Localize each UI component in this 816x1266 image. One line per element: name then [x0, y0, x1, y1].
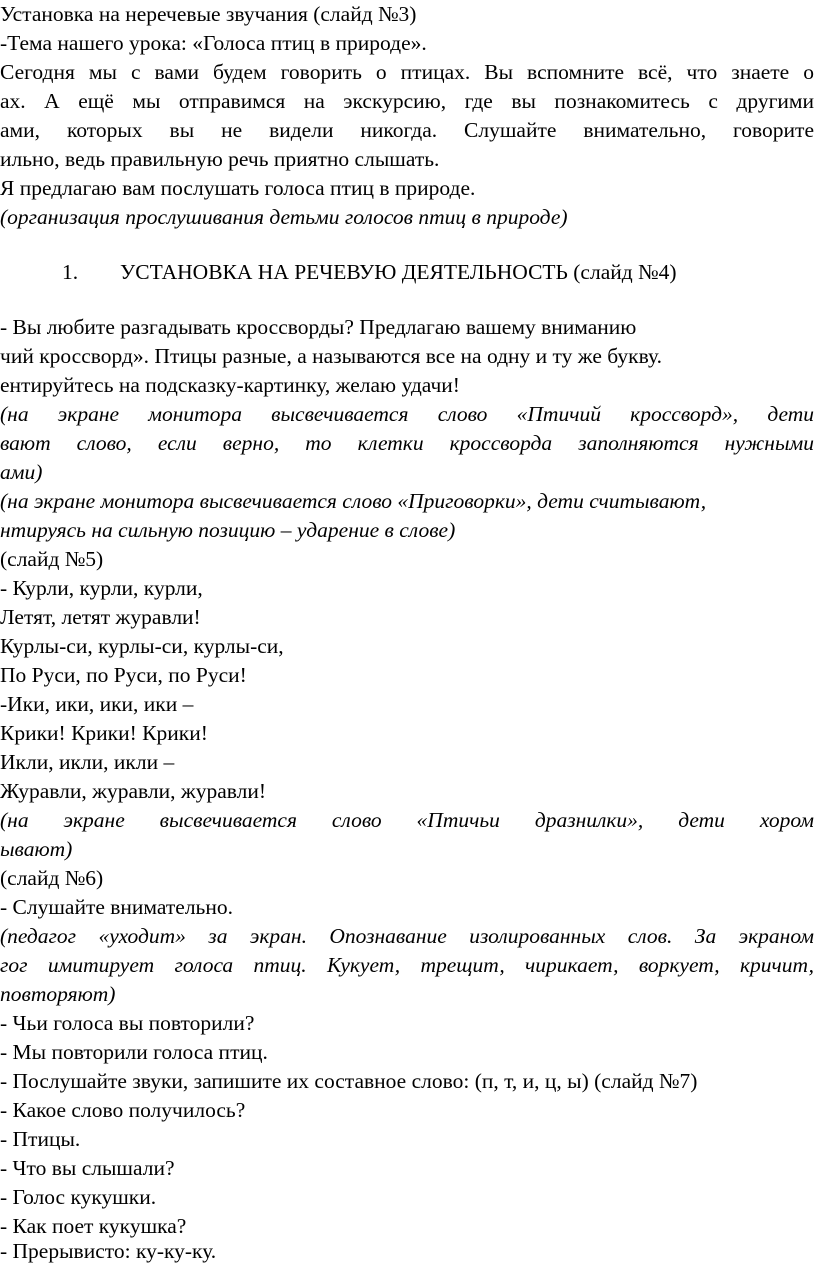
dialogue-line: - Мы повторили голоса птиц.: [0, 1040, 268, 1064]
text-line: - Вы любите разгадывать кроссворды? Предлагаю вашему вниманию: [0, 315, 637, 339]
slide-reference: (слайд №6): [0, 866, 104, 890]
slide-reference: (слайд №5): [0, 547, 104, 571]
dialogue-line: - Какое слово получилось?: [0, 1098, 246, 1122]
text-line: ами, которых вы не видели никогда. Слушайте внимательно, говорите: [0, 118, 814, 142]
dialogue-line: - Слушайте внимательно.: [0, 895, 233, 919]
stage-direction-line: гог имитирует голоса птиц. Кукует, трещит, чирикает, воркует, кричит,: [0, 953, 814, 977]
heading-text: УСТАНОВКА НА РЕЧЕВУЮ ДЕЯТЕЛЬНОСТЬ (слайд №4): [120, 260, 677, 284]
stage-direction-line: (педагог «уходит» за экран. Опознавание изолированных слов. За экраном: [0, 924, 814, 948]
text-line: ентируйтесь на подсказку-картинку, желаю удачи!: [0, 373, 460, 397]
dialogue-line: - Голос кукушки.: [0, 1185, 157, 1209]
text-line: ах. А ещё мы отправимся на экскурсию, где вы познакомитесь с другими: [0, 89, 814, 113]
stage-direction-line: (на экране монитора высвечивается слово «Птичий кроссворд», дети: [0, 402, 814, 426]
dialogue-line: - Послушайте звуки, запишите их составное слово: (п, т, и, ц, ы) (слайд №7): [0, 1069, 698, 1093]
dialogue-line: - Как поет кукушка?: [0, 1214, 187, 1238]
text-line: -Тема нашего урока: «Голоса птиц в природе».: [0, 31, 427, 55]
text-line: чий кроссворд». Птицы разные, а называются все на одну и ту же букву.: [0, 344, 662, 368]
dialogue-line: - Птицы.: [0, 1127, 81, 1151]
text-line: Сегодня мы с вами будем говорить о птицах. Вы вспомните всё, что знаете о: [0, 60, 814, 84]
stage-direction-line: повторяют): [0, 982, 116, 1006]
section-title-line: Установка на неречевые звучания (слайд №3): [0, 2, 417, 26]
stage-direction-line: вают слово, если верно, то клетки кроссворда заполняются нужными: [0, 431, 814, 455]
verse-line: - Курли, курли, курли,: [0, 576, 203, 600]
dialogue-line: - Чьи голоса вы повторили?: [0, 1011, 255, 1035]
stage-direction-line: ывают): [0, 837, 73, 861]
stage-direction-line: (на экране монитора высвечивается слово «Приговорки», дети считывают,: [0, 489, 707, 513]
heading-number: 1.: [62, 260, 79, 284]
verse-line: Икли, икли, икли –: [0, 750, 175, 774]
text-line: ильно, ведь правильную речь приятно слышать.: [0, 147, 440, 171]
numbered-heading: [62, 258, 812, 286]
verse-line: Журавли, журавли, журавли!: [0, 779, 267, 803]
stage-direction-line: (на экране высвечивается слово «Птичьи дразнилки», дети хором: [0, 808, 814, 832]
verse-line: Курлы-си, курлы-си, курлы-си,: [0, 634, 284, 658]
verse-line: -Ики, ики, ики, ики –: [0, 692, 194, 716]
verse-line: По Руси, по Руси, по Руси!: [0, 663, 247, 687]
stage-direction-line: (организация прослушивания детьми голосов птиц в природе): [0, 205, 568, 229]
dialogue-line: - Что вы слышали?: [0, 1156, 175, 1180]
stage-direction-line: нтируясь на сильную позицию – ударение в слове): [0, 518, 456, 542]
text-line: Я предлагаю вам послушать голоса птиц в природе.: [0, 176, 476, 200]
verse-line: Летят, летят журавли!: [0, 605, 201, 629]
dialogue-line: - Прерывисто: ку-ку-ку.: [0, 1239, 217, 1263]
verse-line: Крики! Крики! Крики!: [0, 721, 208, 745]
stage-direction-line: ами): [0, 460, 43, 484]
